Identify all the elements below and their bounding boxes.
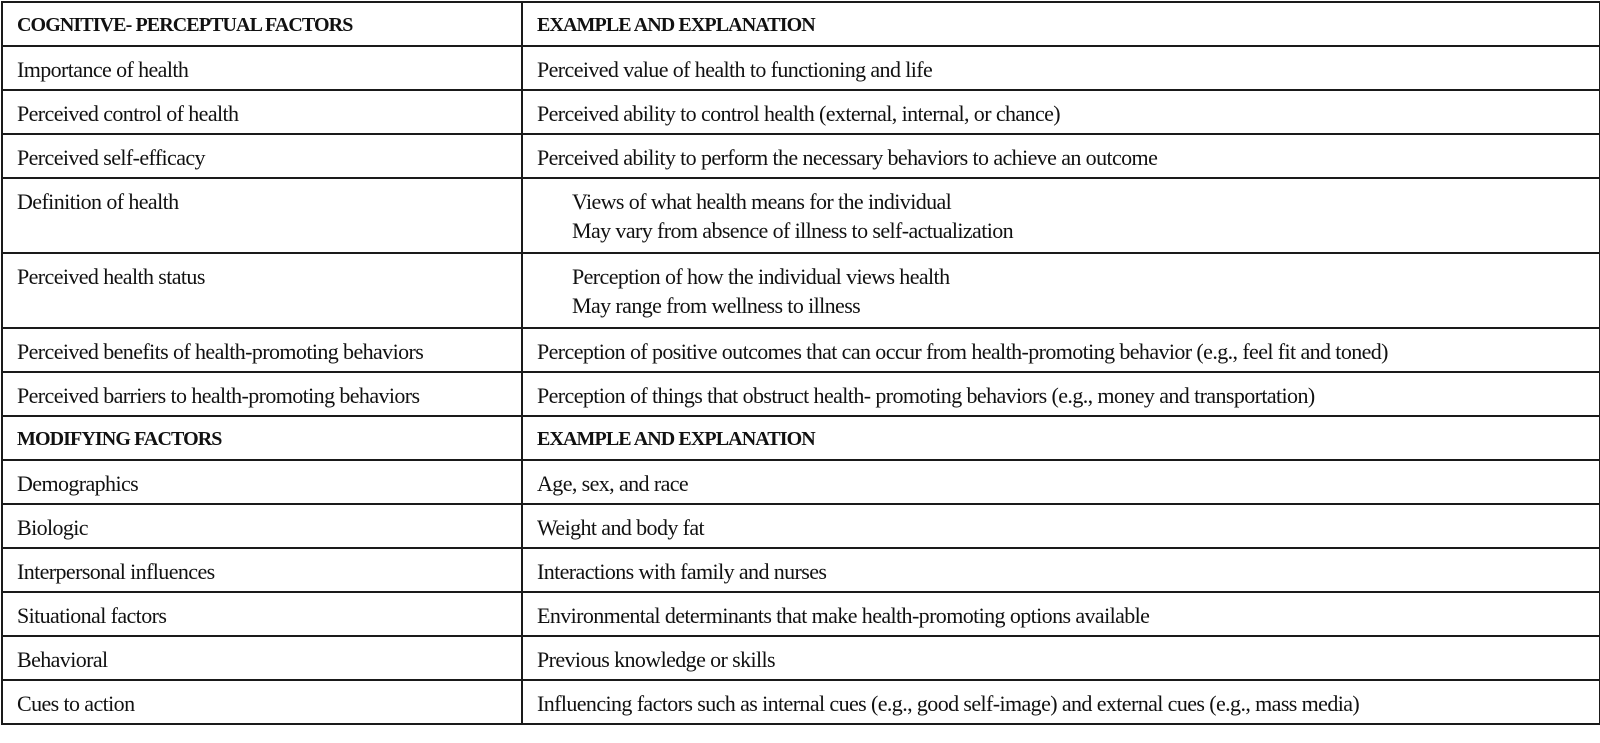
column-header-explanation: EXAMPLE AND EXPLANATION [522, 416, 1600, 460]
factor-cell: Perceived control of health [2, 90, 522, 134]
factor-cell: Cues to action [2, 680, 522, 724]
table-row [2, 504, 1600, 548]
column-header-explanation: EXAMPLE AND EXPLANATION [522, 2, 1600, 46]
table-row [2, 328, 1600, 372]
explanation-line: May range from wellness to illness [572, 293, 861, 318]
table-row [2, 592, 1600, 636]
table-row [2, 178, 1600, 253]
explanation-line: Views of what health means for the individual [572, 189, 952, 214]
factor-cell: Perceived self-efficacy [2, 134, 522, 178]
factor-cell: Importance of health [2, 46, 522, 90]
explanation-cell: Influencing factors such as internal cues (e.g., good self-image) and external cues (e.g., mass media) [522, 680, 1600, 724]
explanation-cell: Perceived ability to perform the necessary behaviors to achieve an outcome [522, 134, 1600, 178]
factor-cell: Behavioral [2, 636, 522, 680]
explanation-line: May vary from absence of illness to self-actualization [572, 218, 1014, 243]
table-row [2, 548, 1600, 592]
factor-cell: Perceived health status [2, 253, 522, 328]
explanation-cell: Perception of positive outcomes that can occur from health-promoting behavior (e.g., feel fit and toned) [522, 328, 1600, 372]
factor-cell: Perceived barriers to health-promoting behaviors [2, 372, 522, 416]
health-promotion-factors-table [1, 1, 1600, 725]
factor-cell: Demographics [2, 460, 522, 504]
explanation-cell [522, 178, 1600, 253]
explanation-cell: Perception of things that obstruct health- promoting behaviors (e.g., money and transportation) [522, 372, 1600, 416]
column-header-factor: COGNITIVE- PERCEPTUAL FACTORS [2, 2, 522, 46]
factor-cell: Biologic [2, 504, 522, 548]
table-row [2, 460, 1600, 504]
factor-cell: Perceived benefits of health-promoting behaviors [2, 328, 522, 372]
explanation-cell: Weight and body fat [522, 504, 1600, 548]
table-row [2, 680, 1600, 724]
table-row [2, 372, 1600, 416]
factor-cell: Situational factors [2, 592, 522, 636]
table-row [2, 253, 1600, 328]
table-row [2, 90, 1600, 134]
table-row [2, 134, 1600, 178]
factor-cell: Definition of health [2, 178, 522, 253]
factor-cell: Interpersonal influences [2, 548, 522, 592]
table-row [2, 636, 1600, 680]
explanation-cell [522, 253, 1600, 328]
section-header-row [2, 416, 1600, 460]
explanation-cell: Previous knowledge or skills [522, 636, 1600, 680]
explanation-cell: Interactions with family and nurses [522, 548, 1600, 592]
column-header-factor: MODIFYING FACTORS [2, 416, 522, 460]
table-row [2, 46, 1600, 90]
explanation-cell: Perceived value of health to functioning and life [522, 46, 1600, 90]
explanation-cell: Environmental determinants that make health-promoting options available [522, 592, 1600, 636]
explanation-cell: Age, sex, and race [522, 460, 1600, 504]
section-header-row [2, 2, 1600, 46]
explanation-line: Perception of how the individual views health [572, 264, 950, 289]
explanation-cell: Perceived ability to control health (external, internal, or chance) [522, 90, 1600, 134]
